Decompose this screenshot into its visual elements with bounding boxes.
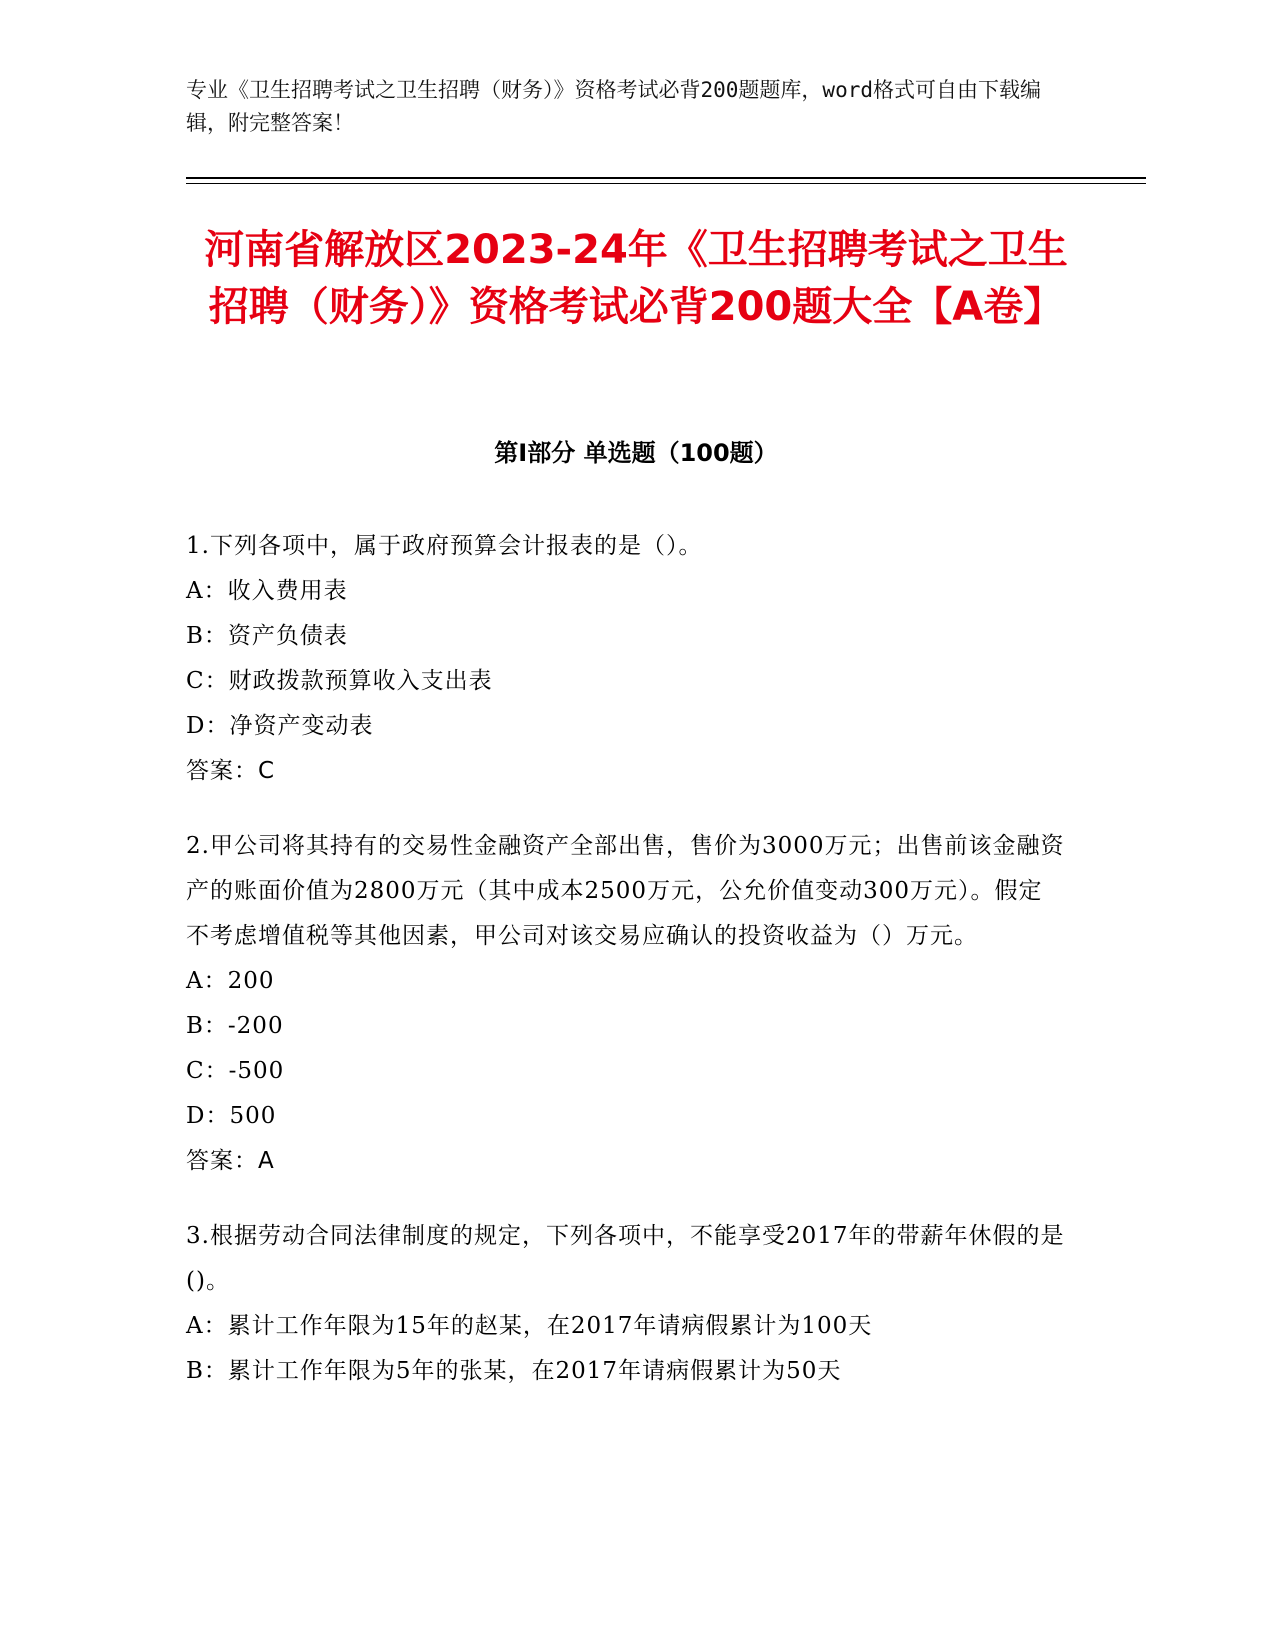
section-heading: 第Ⅰ部分 单选题（100题）: [494, 439, 778, 467]
option-b: B：资产负债表: [186, 623, 348, 649]
question-list: [186, 524, 1066, 1424]
answer-line: 答案：A: [186, 1148, 275, 1174]
option-a: A：收入费用表: [186, 578, 348, 604]
option-c: C：财政拨款预算收入支出表: [186, 668, 493, 694]
header-rule-thin: [186, 183, 1146, 184]
question-3: [186, 1214, 1066, 1394]
option-d: D：净资产变动表: [186, 713, 374, 739]
question-1: [186, 524, 1066, 794]
answer-line: 答案：C: [186, 758, 276, 784]
option-d: D：500: [186, 1103, 277, 1129]
option-a: A：累计工作年限为15年的赵某，在2017年请病假累计为100天: [186, 1313, 873, 1339]
header-rule-thick: [186, 177, 1146, 179]
question-stem: 3.根据劳动合同法律制度的规定，下列各项中，不能享受2017年的带薪年休假的是()。: [186, 1223, 1065, 1294]
option-a: A：200: [186, 968, 275, 994]
document-title: 河南省解放区2023-24年《卫生招聘考试之卫生招聘（财务）》资格考试必背200题大全【A卷】: [204, 227, 1068, 330]
question-2: [186, 824, 1066, 1184]
option-b: B：累计工作年限为5年的张某，在2017年请病假累计为50天: [186, 1358, 842, 1384]
header-note: 专业《卫生招聘考试之卫生招聘（财务）》资格考试必背200题题库，word格式可自由下载编辑，附完整答案！: [186, 78, 1041, 135]
option-b: B：-200: [186, 1013, 284, 1039]
option-c: C：-500: [186, 1058, 285, 1084]
question-stem: 2.甲公司将其持有的交易性金融资产全部出售，售价为3000万元；出售前该金融资产的账面价值为2800万元（其中成本2500万元，公允价值变动300万元）。假定不考虑增值税等其他因素，甲公司对该交易应确认的投资收益为（）万元。: [186, 833, 1065, 949]
question-stem: 1.下列各项中，属于政府预算会计报表的是（）。: [186, 533, 703, 559]
